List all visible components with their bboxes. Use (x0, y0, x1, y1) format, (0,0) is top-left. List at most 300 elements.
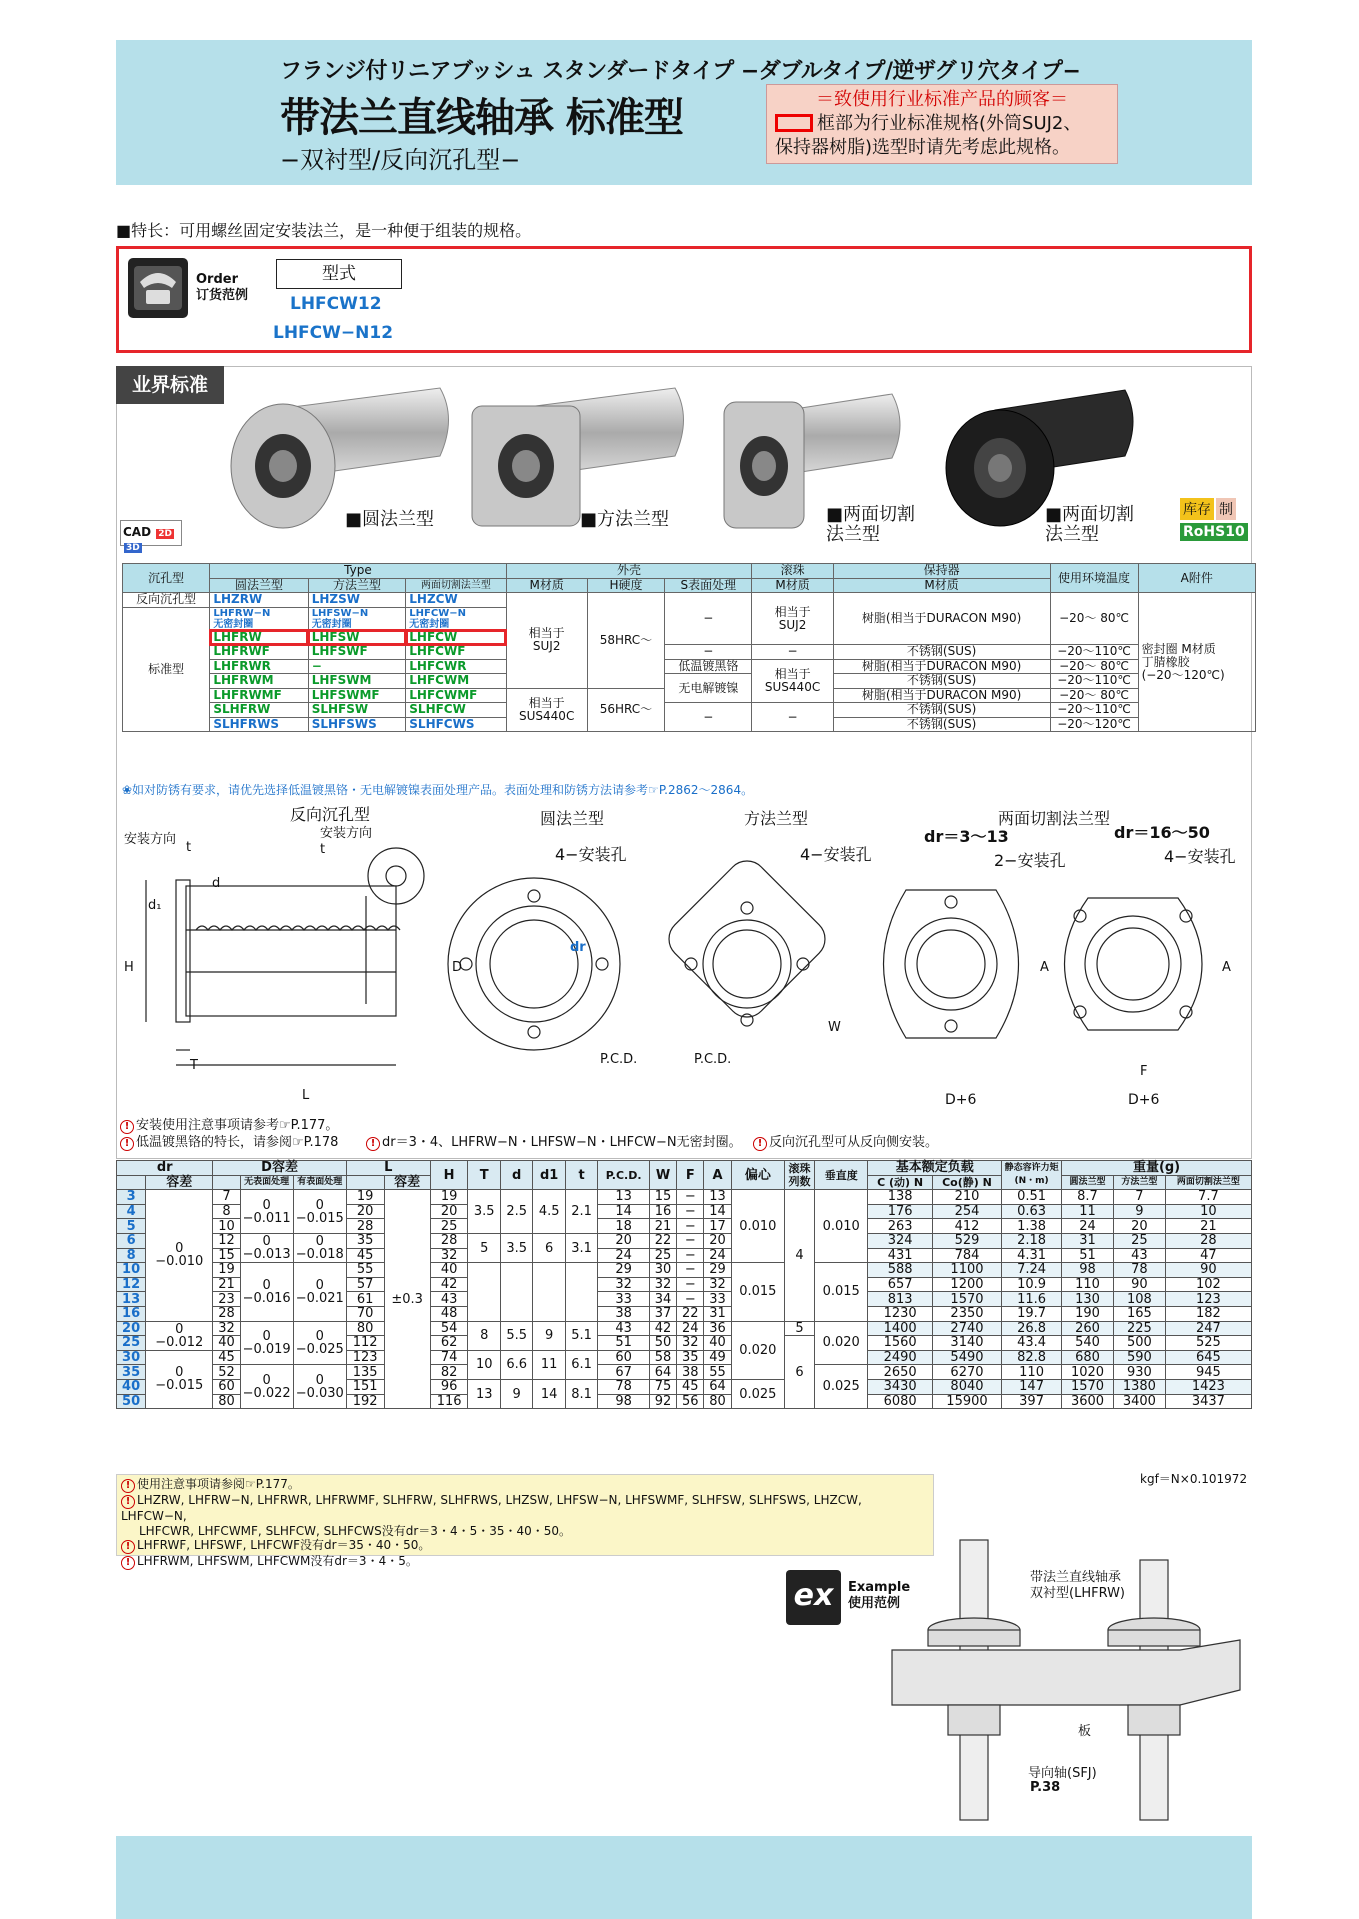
th-F: F (677, 1161, 704, 1190)
cell-mount-dim: 67 (598, 1365, 650, 1380)
cell-H: 20 (430, 1204, 468, 1219)
dimension-table-body (117, 1190, 1252, 1409)
th-A: A (704, 1161, 731, 1190)
order-label-cn: 订货范例 (196, 288, 249, 303)
cell-mount-dim: 14 (704, 1204, 731, 1219)
type-cell: LHFSW (308, 630, 406, 645)
footnotes-box (116, 1474, 934, 1568)
cell-flange-dim: 8 (468, 1321, 500, 1350)
cell-load-weight: 15900 (932, 1394, 1001, 1409)
cell-load-weight: 784 (932, 1248, 1001, 1263)
stock-badges (1180, 498, 1250, 541)
cell-mount-dim: 32 (598, 1277, 650, 1292)
type-cell: SLHFSW (308, 703, 406, 718)
type-cell: SLHFCWS (406, 717, 506, 732)
cad-3d: 3D (126, 543, 140, 553)
note-icon: ! (121, 1479, 135, 1493)
cell-mount-dim: 43 (598, 1321, 650, 1336)
label-cut: 两面切割法兰型 (998, 809, 1111, 828)
cell-H: 48 (430, 1306, 468, 1321)
cell-load-weight: 11 (1062, 1204, 1114, 1219)
cad-label: CAD (123, 525, 152, 539)
cell-H: 82 (430, 1365, 468, 1380)
red-frame-icon (775, 114, 813, 132)
ret-resin-3: 树脂(相当于DURACON M90) (833, 688, 1050, 703)
cell-load-weight: 43.4 (1002, 1336, 1062, 1351)
note-icon: ! (120, 1120, 134, 1134)
cell-load-weight: 19.7 (1002, 1306, 1062, 1321)
cell-load-weight: 25 (1113, 1233, 1165, 1248)
cell-mount-dim: 24 (598, 1248, 650, 1263)
th-D-tol: D容差 (213, 1161, 346, 1176)
surface-nickel: 无电解镀镍 (665, 674, 752, 703)
surface-dash-2: − (665, 645, 752, 660)
order-type-header: 型式 (276, 259, 402, 289)
cell-load-weight: 930 (1113, 1365, 1165, 1380)
example-plate-label: 板 (1078, 1724, 1092, 1739)
shell-mat-suj2: 相当于 SUJ2 (506, 593, 587, 689)
dim-W: W (828, 1020, 841, 1035)
th-perp: 垂直度 (815, 1161, 868, 1190)
cell-mount-dim: 49 (704, 1350, 731, 1365)
cell-load-weight: 130 (1062, 1292, 1114, 1307)
cell-D: 40 (213, 1336, 240, 1351)
cell-H: 96 (430, 1379, 468, 1394)
cell-dr: 40 (117, 1379, 146, 1394)
cell-ecc: 0.025 (731, 1379, 784, 1408)
cell-D: 12 (213, 1233, 240, 1248)
th-L: L (346, 1161, 430, 1176)
cell-load-weight: 82.8 (1002, 1350, 1062, 1365)
cell-H: 43 (430, 1292, 468, 1307)
cell-mount-dim: 33 (598, 1292, 650, 1307)
cell-load-weight: 10 (1165, 1204, 1251, 1219)
cell-load-weight: 90 (1113, 1277, 1165, 1292)
cell-load-weight: 3600 (1062, 1394, 1114, 1409)
temp-80-3: −20～ 80℃ (1050, 688, 1138, 703)
cell-mount-dim: 60 (598, 1350, 650, 1365)
example-label-en: Example (848, 1580, 911, 1595)
label-reverse: 反向沉孔型 (290, 805, 371, 824)
cell-mount-dim: 38 (677, 1365, 704, 1380)
th-hardness: H硬度 (587, 578, 664, 593)
cell-load-weight: 147 (1002, 1379, 1062, 1394)
type-cell: SLHFRWS (210, 717, 308, 732)
cell-mount-dim: − (677, 1277, 704, 1292)
cell-load-weight: 90 (1165, 1263, 1251, 1278)
cell-mount-dim: 64 (704, 1379, 731, 1394)
label-dr-16-50: dr＝16～50 (1114, 823, 1210, 842)
cell-mount-dim: 17 (704, 1219, 731, 1234)
cell-dr: 5 (117, 1219, 146, 1234)
th-ecc: 偏心 (731, 1161, 784, 1190)
cell-D: 23 (213, 1292, 240, 1307)
cell-flange-dim: 11 (533, 1350, 565, 1379)
cell-load-weight: 1020 (1062, 1365, 1114, 1380)
th-w-square: 方法兰型 (1113, 1175, 1165, 1190)
cell-H: 116 (430, 1394, 468, 1409)
cell-load-weight: 254 (932, 1204, 1001, 1219)
order-example-1: LHFCW12 (290, 294, 382, 314)
type-cell: LHFCWR (406, 659, 506, 674)
th-pcd: P.C.D. (598, 1161, 650, 1190)
cell-flange-dim (565, 1263, 597, 1321)
order-example-2: LHFCW−N12 (273, 323, 394, 343)
label-pcd-square: P.C.D. (694, 1052, 732, 1067)
cell-mount-dim: − (677, 1204, 704, 1219)
diag-note-1-text: 安装使用注意事项请参考☞P.177。 (136, 1118, 339, 1133)
cell-load-weight: 225 (1113, 1321, 1165, 1336)
cell-H: 54 (430, 1321, 468, 1336)
cell-load-weight: 1100 (932, 1263, 1001, 1278)
cell-load-weight: 10.9 (1002, 1277, 1062, 1292)
cell-mount-dim: 38 (598, 1306, 650, 1321)
type-cell: LHFCW−N 无密封圈 (406, 607, 506, 630)
th-shell-material: M材质 (506, 578, 587, 593)
cell-load-weight: 680 (1062, 1350, 1114, 1365)
footnote-1-text: 使用注意事项请参阅☞P.177。 (137, 1477, 300, 1491)
footer-band (116, 1836, 1252, 1919)
cell-load-weight: 588 (868, 1263, 932, 1278)
note-icon: ! (366, 1137, 380, 1151)
cell-H: 32 (430, 1248, 468, 1263)
diag-note-2-text: 低温镀黑铬的特长，请参阅☞P.178 (136, 1135, 339, 1150)
cad-2d: 2D (158, 529, 172, 539)
page-subtitle: −双衬型/反向沉孔型− (280, 146, 521, 174)
cell-dr-tol: 0 −0.012 (146, 1321, 213, 1350)
ret-sus-4: 不锈钢(SUS) (833, 717, 1050, 732)
ret-sus-1: 不锈钢(SUS) (833, 645, 1050, 660)
cell-mount-dim: 21 (649, 1219, 676, 1234)
th-W: W (649, 1161, 676, 1190)
cell-mount-dim: − (677, 1248, 704, 1263)
cell-load-weight: 78 (1113, 1263, 1165, 1278)
product-label-black: ■两面切割 法兰型 (1045, 504, 1135, 545)
accessory-cell: 密封圈 M材质 丁腈橡胶 (−20～120℃) (1138, 593, 1255, 732)
cell-load-weight: 0.51 (1002, 1190, 1062, 1205)
type-cell: LHFRW (210, 630, 308, 645)
cell-D-tol-plain: 0 −0.022 (240, 1365, 293, 1409)
cell-flange-dim: 5.5 (500, 1321, 532, 1350)
label-holes-square: 4−安装孔 (800, 845, 872, 864)
cell-load-weight: 8040 (932, 1379, 1001, 1394)
cell-load-weight: 2650 (868, 1365, 932, 1380)
cell-load-weight: 210 (932, 1190, 1001, 1205)
cell-load-weight: 431 (868, 1248, 932, 1263)
th-w-round: 圆法兰型 (1062, 1175, 1114, 1190)
cell-load-weight: 5490 (932, 1350, 1001, 1365)
th-T: T (468, 1161, 500, 1190)
cell-dr: 20 (117, 1321, 146, 1336)
japanese-title: フランジ付リニアブッシュ スタンダードタイプ −ダブルタイプ/逆ザグリ穴タイプ− (280, 59, 1081, 84)
cell-load-weight: 47 (1165, 1248, 1251, 1263)
surface-dash-3: − (665, 703, 752, 732)
cell-load-weight: 2490 (868, 1350, 932, 1365)
cell-mount-dim: 18 (598, 1219, 650, 1234)
cell-load-weight: 1400 (868, 1321, 932, 1336)
th-load: 基本额定负载 (868, 1161, 1002, 1176)
dim-H: H (124, 960, 134, 975)
cell-mount-dim: − (677, 1263, 704, 1278)
cell-mount-dim: 45 (677, 1379, 704, 1394)
diag-note-3-text: dr＝3・4、LHFRW−N・LHFSW−N・LHFCW−N无密封圈。 (382, 1135, 742, 1150)
th-retainer-material: M材质 (833, 578, 1050, 593)
th-surface: S表面处理 (665, 578, 752, 593)
th-surface: 有表面处理 (293, 1175, 346, 1190)
label-mount-dir-1: 安装方向 (124, 832, 177, 847)
cell-D: 45 (213, 1350, 240, 1365)
cell-mount-dim: 16 (649, 1204, 676, 1219)
industry-standard-tag: 业界标准 (116, 366, 224, 404)
cell-ball-rows: 5 (785, 1321, 815, 1336)
type-cell: LHFRWF (210, 645, 308, 660)
cell-L: 57 (346, 1277, 384, 1292)
cell-L: 192 (346, 1394, 384, 1409)
temp-80-1: −20～ 80℃ (1050, 593, 1138, 645)
type-cell: LHFSWMF (308, 688, 406, 703)
cell-L: 151 (346, 1379, 384, 1394)
feature-text: ■特长：可用螺丝固定安装法兰，是一种便于组装的规格。 (116, 221, 532, 240)
note-icon: ! (753, 1137, 767, 1151)
cell-perp: 0.020 (815, 1321, 868, 1365)
cell-load-weight: 263 (868, 1219, 932, 1234)
cell-mount-dim: 78 (598, 1379, 650, 1394)
cell-L: 112 (346, 1336, 384, 1351)
example-icon: ex (786, 1570, 841, 1625)
cell-D-tol-plain: 0 −0.013 (240, 1233, 293, 1262)
cell-load-weight: 260 (1062, 1321, 1114, 1336)
th-moment: 静态容许力矩 (N・m) (1002, 1161, 1062, 1190)
footnote-2b-text: LHFCWR, LHFCWMF, SLHFCW, SLHFCWS没有dr＝3・4・5・35・40・50。 (139, 1523, 572, 1538)
cell-load-weight: 176 (868, 1204, 932, 1219)
cell-mount-dim: 33 (704, 1292, 731, 1307)
cell-mount-dim: 32 (649, 1277, 676, 1292)
cell-mount-dim: 55 (704, 1365, 731, 1380)
cell-mount-dim: 22 (677, 1306, 704, 1321)
rohs-badge: RoHS10 (1180, 523, 1248, 541)
cell-mount-dim: 30 (649, 1263, 676, 1278)
cell-load-weight: 31 (1062, 1233, 1114, 1248)
cell-mount-dim: 42 (649, 1321, 676, 1336)
cell-L: 80 (346, 1321, 384, 1336)
dim-d1: d₁ (148, 898, 162, 913)
label-d6-large: D+6 (1128, 1092, 1160, 1108)
table-row (117, 1365, 1252, 1380)
cell-flange-dim: 4.5 (533, 1190, 565, 1234)
cell-flange-dim (500, 1263, 532, 1321)
note-icon: ! (121, 1556, 135, 1570)
cell-load-weight: 657 (868, 1277, 932, 1292)
cell-load-weight: 3140 (932, 1336, 1001, 1351)
cell-load-weight: 182 (1165, 1306, 1251, 1321)
cell-D: 8 (213, 1204, 240, 1219)
note-icon: ! (120, 1137, 134, 1151)
cell-D-tol-plain: 0 −0.019 (240, 1321, 293, 1365)
cell-dr: 4 (117, 1204, 146, 1219)
cell-flange-dim: 9 (533, 1321, 565, 1350)
cell-flange-dim: 13 (468, 1379, 500, 1408)
type-cell: SLHFSWS (308, 717, 406, 732)
cell-mount-dim: 32 (677, 1336, 704, 1351)
cell-L: 123 (346, 1350, 384, 1365)
cell-dr: 13 (117, 1292, 146, 1307)
ball-suj2: 相当于 SUJ2 (752, 593, 833, 645)
cell-mount-dim: 75 (649, 1379, 676, 1394)
cell-ecc: 0.020 (731, 1321, 784, 1379)
footnote-2 (121, 1493, 929, 1524)
cell-load-weight: 397 (1002, 1394, 1062, 1409)
ball-dash-2: − (752, 703, 833, 732)
cell-load-weight: 0.63 (1002, 1204, 1062, 1219)
cell-load-weight: 813 (868, 1292, 932, 1307)
dim-F: F (1140, 1064, 1148, 1079)
cell-D-tol-plain: 0 −0.011 (240, 1190, 293, 1234)
cell-load-weight: 1570 (1062, 1379, 1114, 1394)
cell-mount-dim: 64 (649, 1365, 676, 1380)
cell-mount-dim: 15 (649, 1190, 676, 1205)
footnote-4 (121, 1554, 929, 1570)
th-round: 圆法兰型 (210, 578, 308, 593)
cell-D-tol-surface: 0 −0.018 (293, 1233, 346, 1262)
label-d6-small: D+6 (945, 1092, 977, 1108)
cell-mount-dim: 50 (649, 1336, 676, 1351)
dim-dr: dr (570, 940, 586, 955)
temp-110-3: −20～110℃ (1050, 703, 1138, 718)
example-label-cn: 使用范例 (848, 1596, 901, 1611)
cell-L: 19 (346, 1190, 384, 1205)
cell-load-weight: 3430 (868, 1379, 932, 1394)
cell-ball-rows: 6 (785, 1336, 815, 1409)
cell-flange-dim: 6 (533, 1233, 565, 1262)
cell-H: 28 (430, 1233, 468, 1248)
type-cell: LHFSWM (308, 674, 406, 689)
dim-t: t (186, 840, 192, 855)
limited-badge: 制 (1216, 498, 1236, 520)
cell-load-weight: 123 (1165, 1292, 1251, 1307)
footnote-2-text: LHZRW, LHFRW−N, LHFRWR, LHFRWMF, SLHFRW, SLHFRWS, LHZSW, LHFSW−N, LHFSWMF, SLHFSW, SLHFSWS, LHZCW, LHFCW−N, (121, 1493, 862, 1523)
cell-D: 28 (213, 1306, 240, 1321)
technical-drawings (116, 800, 1252, 1120)
th-dr: dr (117, 1161, 213, 1176)
shell-mat-sus: 相当于 SUS440C (506, 688, 587, 732)
th-w-cut: 两面切割法兰型 (1165, 1175, 1251, 1190)
cell-dr-tol: 0 −0.010 (146, 1190, 213, 1321)
cell-L: 70 (346, 1306, 384, 1321)
cell-D: 10 (213, 1219, 240, 1234)
cell-flange-dim (468, 1263, 500, 1321)
th-countersink-type: 沉孔型 (123, 564, 210, 593)
footnote-1 (121, 1477, 929, 1493)
cell-mount-dim: 34 (649, 1292, 676, 1307)
th-L-tol: 容差 (384, 1175, 430, 1190)
cell-flange-dim: 6.1 (565, 1350, 597, 1379)
th-d1: d1 (533, 1161, 565, 1190)
cell-L: 28 (346, 1219, 384, 1234)
cell-mount-dim: − (677, 1292, 704, 1307)
cell-load-weight: 3400 (1113, 1394, 1165, 1409)
th-cut: 两面切割法兰型 (406, 578, 506, 593)
cell-flange-dim: 5.1 (565, 1321, 597, 1350)
diag-note-2 (120, 1131, 338, 1151)
cell-L: 20 (346, 1204, 384, 1219)
cell-load-weight: 645 (1165, 1350, 1251, 1365)
cell-load-weight: 500 (1113, 1336, 1165, 1351)
notice-heading: ＝致使用行业标准产品的顾客＝ (816, 89, 1068, 110)
cell-dr: 6 (117, 1233, 146, 1248)
cell-load-weight: 11.6 (1002, 1292, 1062, 1307)
notice-line2: 框部为行业标准规格(外筒SUJ2、 (817, 113, 1082, 134)
hardness-58: 58HRC～ (587, 593, 664, 689)
cell-D: 52 (213, 1365, 240, 1380)
cell-mount-dim: 13 (704, 1190, 731, 1205)
cell-load-weight: 4.31 (1002, 1248, 1062, 1263)
row-standard-label: 标准型 (123, 607, 210, 732)
cell-D-tol-surface: 0 −0.021 (293, 1263, 346, 1321)
cell-D: 7 (213, 1190, 240, 1205)
cell-D-tol-plain: 0 −0.016 (240, 1263, 293, 1321)
th-d: d (500, 1161, 532, 1190)
cell-mount-dim: 92 (649, 1394, 676, 1409)
cell-load-weight: 1.38 (1002, 1219, 1062, 1234)
cad-badge[interactable] (120, 520, 182, 553)
order-label-en: Order (196, 272, 238, 287)
ball-sus: 相当于 SUS440C (752, 659, 833, 703)
cell-ball-rows: 4 (785, 1190, 815, 1321)
cell-load-weight: 8.7 (1062, 1190, 1114, 1205)
cell-load-weight: 190 (1062, 1306, 1114, 1321)
cell-load-weight: 412 (932, 1219, 1001, 1234)
cell-flange-dim: 9 (500, 1379, 532, 1408)
type-cell: LHFSW−N 无密封圈 (308, 607, 406, 630)
cell-flange-dim: 5 (468, 1233, 500, 1262)
cell-dr: 30 (117, 1350, 146, 1365)
type-cell: LHFRWMF (210, 688, 308, 703)
cell-D: 21 (213, 1277, 240, 1292)
cell-L: 45 (346, 1248, 384, 1263)
cell-load-weight: 24 (1062, 1219, 1114, 1234)
label-holes-cut2: 2−安装孔 (994, 851, 1066, 870)
cell-mount-dim: 37 (649, 1306, 676, 1321)
th-type: Type (210, 564, 506, 579)
label-round: 圆法兰型 (540, 809, 605, 828)
type-cell: SLHFCW (406, 703, 506, 718)
cell-mount-dim: − (677, 1219, 704, 1234)
cell-load-weight: 324 (868, 1233, 932, 1248)
cell-H: 42 (430, 1277, 468, 1292)
cell-flange-dim: 3.5 (500, 1233, 532, 1262)
th-ball: 滚珠 (752, 564, 833, 579)
cell-load-weight: 165 (1113, 1306, 1165, 1321)
cell-load-weight: 2350 (932, 1306, 1001, 1321)
cell-perp: 0.025 (815, 1365, 868, 1409)
dimension-table (116, 1160, 1252, 1409)
type-cell: LHFRWR (210, 659, 308, 674)
note-icon: ! (121, 1495, 135, 1509)
phone-icon (128, 258, 188, 318)
cell-load-weight: 138 (868, 1190, 932, 1205)
cell-mount-dim: 20 (704, 1233, 731, 1248)
cell-H: 25 (430, 1219, 468, 1234)
cell-D: 15 (213, 1248, 240, 1263)
temp-110-1: −20～110℃ (1050, 645, 1138, 660)
product-label-round: ■圆法兰型 (345, 509, 435, 530)
label-holes-cut4: 4−安装孔 (1164, 847, 1236, 866)
table-row (117, 1190, 1252, 1205)
cell-load-weight: 51 (1062, 1248, 1114, 1263)
dim-L: L (302, 1088, 310, 1103)
cell-mount-dim: 14 (598, 1204, 650, 1219)
cell-dr: 3 (117, 1190, 146, 1205)
